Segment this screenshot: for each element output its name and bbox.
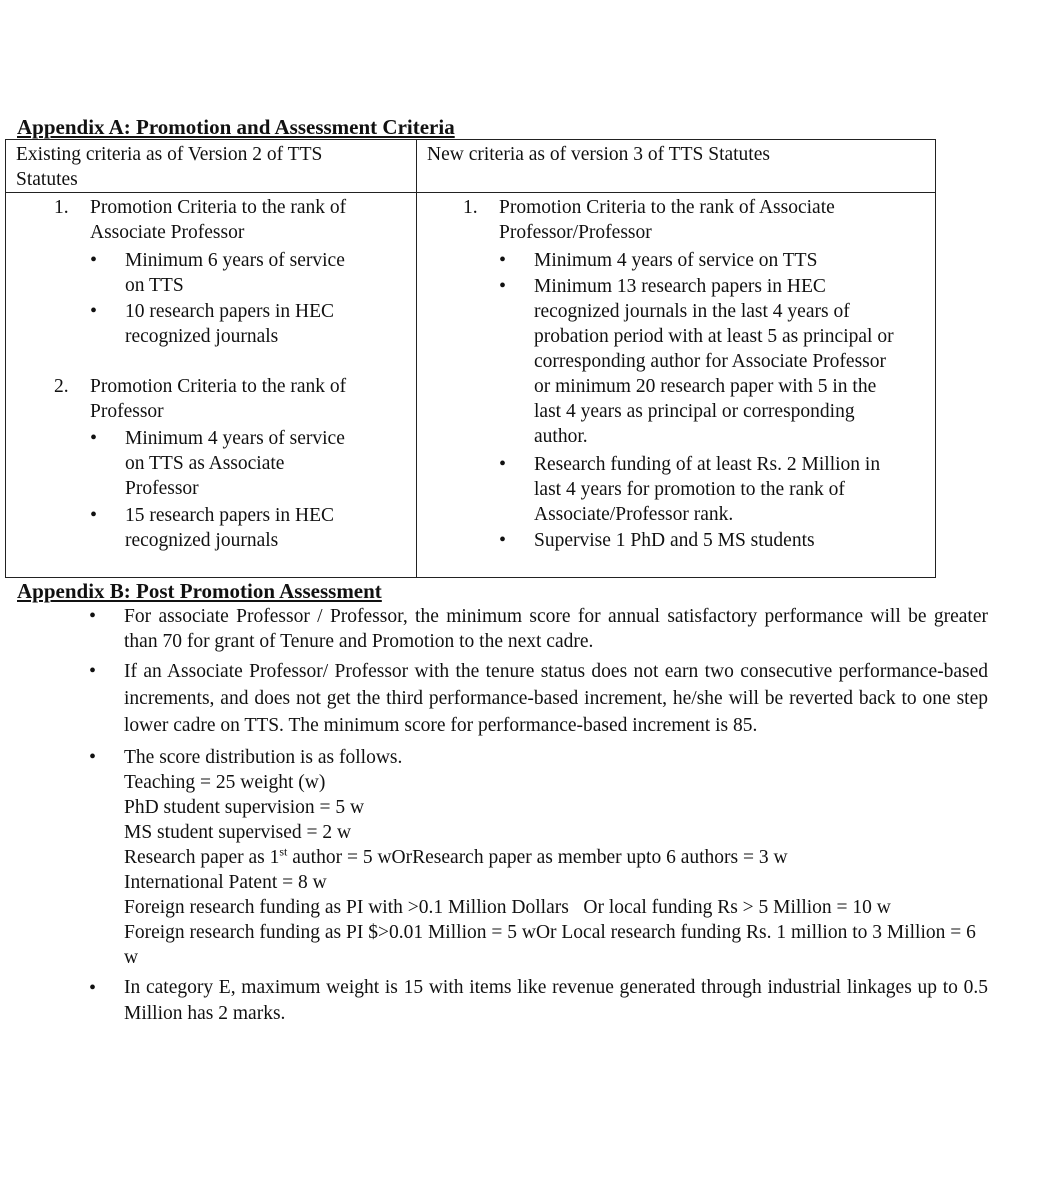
existing-sec1-bullet-1: • Minimum 6 years of service on TTS <box>90 249 345 296</box>
appendix-b-bullet-2: • If an Associate Professor/ Professor with the tenure status does not earn two consecutive performance-based increments, and does not get the third performance-based increment, he/she will be reverted back to one step lower cadre on TTS. The minimum score for performance-based increment is 85. <box>89 660 988 736</box>
new-bullet-4: • Supervise 1 PhD and 5 MS students <box>499 529 815 551</box>
appendix-b-title: Appendix B: Post Promotion Assessment <box>17 579 382 603</box>
existing-section-1: 1. Promotion Criteria to the rank of Associate Professor <box>54 197 347 243</box>
new-bullet-2: • Minimum 13 research papers in HEC recognized journals in the last 4 years of probation period with at least 5 as principal or corresponding author for Associate Professor or minimum 20 research paper with 5 in the last 4 years as principal or corresponding author. <box>499 275 894 447</box>
score-ms: MS student supervised = 2 w <box>124 822 352 843</box>
existing-sec2-bullet-1: • Minimum 4 years of service on TTS as Associate Professor <box>90 427 345 499</box>
appendix-b-bullet-3: • The score distribution is as follows. Teaching = 25 weight (w) PhD student supervision = 5 w MS student supervised = 2 w Research paper as 1st author = 5 wOrResearch paper as member upto 6 authors = 3 w International Patent = 8 w Foreign research funding as PI with >0.1 Million Dollars Or local funding Rs > 5 Million = 10 w Foreign research funding as PI $>0.01 Million = 5 wOr Local research funding Rs. 1 million to 3 Million = 6 w <box>124 745 988 970</box>
existing-criteria-header: Existing criteria as of Version 2 of TTS Statutes <box>6 140 417 193</box>
score-patent: International Patent = 8 w <box>124 872 327 893</box>
score-phd: PhD student supervision = 5 w <box>124 797 365 818</box>
existing-sec1-bullet-2: • 10 research papers in HEC recognized journals <box>90 300 335 347</box>
existing-sec2-bullet-2: • 15 research papers in HEC recognized journals <box>90 504 335 551</box>
existing-section-2: 2. Promotion Criteria to the rank of Professor <box>54 376 347 422</box>
new-bullet-1: • Minimum 4 years of service on TTS <box>499 249 818 271</box>
appendix-b-bullet-1: • For associate Professor / Professor, the minimum score for annual satisfactory performance will be greater than 70 for grant of Tenure and Promotion to the next cadre. <box>89 605 988 652</box>
existing-criteria-cell <box>6 193 417 578</box>
score-teaching: Teaching = 25 weight (w) <box>124 772 326 793</box>
new-criteria-cell <box>417 193 936 578</box>
appendix-a-title: Appendix A: Promotion and Assessment Criteria <box>17 115 455 139</box>
score-foreign-funding-1: Foreign research funding as PI with >0.1 Million Dollars Or local funding Rs > 5 Million = 10 w <box>124 897 891 918</box>
new-section-1: 1. Promotion Criteria to the rank of Associate Professor/Professor <box>463 197 835 243</box>
new-criteria-header: New criteria as of version 3 of TTS Statutes <box>417 140 936 193</box>
appendix-b-bullet-4: • In category E, maximum weight is 15 with items like revenue generated through industrial linkages up to 0.5 Million has 2 marks. <box>89 977 988 1024</box>
criteria-table <box>5 139 936 578</box>
score-research-paper: Research paper as 1st author = 5 wOrResearch paper as member upto 6 authors = 3 w <box>124 844 788 868</box>
score-foreign-funding-2: Foreign research funding as PI $>0.01 Million = 5 wOr Local research funding Rs. 1 million to 3 Million = 6 w <box>124 922 976 968</box>
new-bullet-3: • Research funding of at least Rs. 2 Million in last 4 years for promotion to the rank of Associate/Professor rank. <box>499 453 881 525</box>
appendix-b-list <box>89 604 988 1031</box>
